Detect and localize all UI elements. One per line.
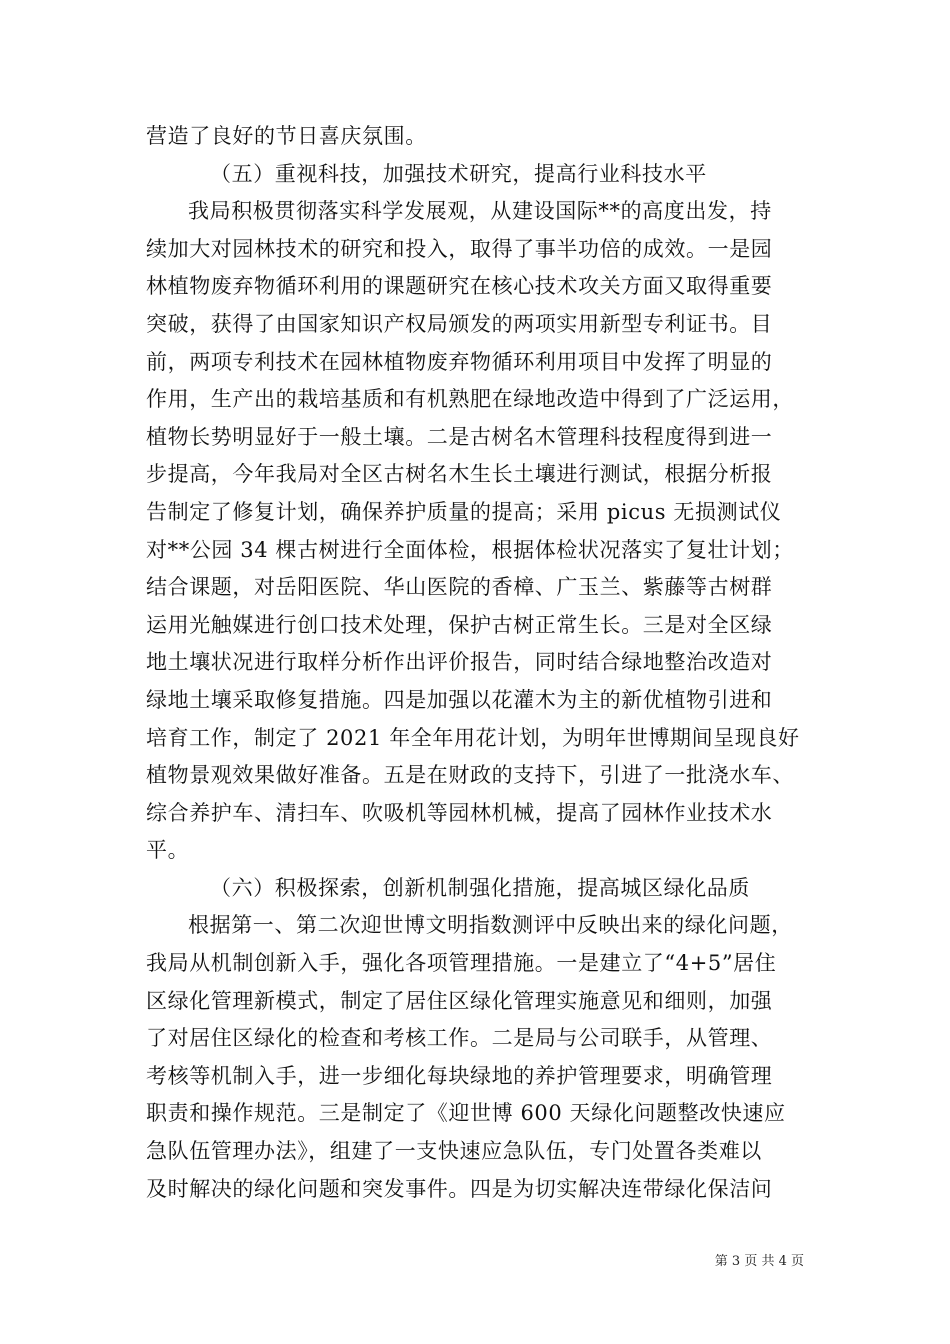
body-text-line: 作用，生产出的栽培基质和有机熟肥在绿地改造中得到了广泛运用， (146, 387, 794, 412)
body-text-line: 考核等机制入手，进一步细化每块绿地的养护管理要求，明确管理 (146, 1063, 773, 1088)
page-number: 第 3 页 共 4 页 (714, 1254, 804, 1269)
body-text-line: 绿地土壤采取修复措施。四是加强以花灌木为主的新优植物引进和 (146, 687, 773, 712)
body-text-line: 根据第一、第二次迎世博文明指数测评中反映出来的绿化问题， (188, 913, 793, 938)
body-text-line: 平。 (146, 838, 190, 863)
body-text-line: 前，两项专利技术在园林植物废弃物循环利用项目中发挥了明显的 (146, 349, 773, 374)
body-text-line: 营造了良好的节日喜庆氛围。 (146, 124, 427, 148)
body-text-line: 步提高，今年我局对全区古树名木生长土壤进行测试，根据分析报 (146, 462, 773, 487)
body-text-line: 我局从机制创新入手，强化各项管理措施。一是建立了“4+5”居住 (146, 951, 777, 976)
body-text-line: 植物景观效果做好准备。五是在财政的支持下，引进了一批浇水车、 (146, 763, 794, 788)
body-text-line: 了对居住区绿化的检查和考核工作。二是局与公司联手，从管理、 (146, 1026, 773, 1051)
body-text-line: 续加大对园林技术的研究和投入，取得了事半功倍的成效。一是园 (146, 236, 773, 261)
body-text-line: 林植物废弃物循环利用的课题研究在核心技术攻关方面又取得重要 (146, 274, 773, 299)
body-text-line: 培育工作，制定了 2021 年全年用花计划，为明年世博期间呈现良好 (146, 725, 800, 750)
body-text-line: 区绿化管理新模式，制定了居住区绿化管理实施意见和细则，加强 (146, 988, 773, 1013)
body-text-line: 我局积极贯彻落实科学发展观，从建设国际**的高度出发，持 (188, 199, 772, 224)
body-text-line: 综合养护车、清扫车、吹吸机等园林机械，提高了园林作业技术水 (146, 800, 773, 825)
body-text-line: 植物长势明显好于一般土壤。二是古树名木管理科技程度得到进一 (146, 424, 773, 449)
body-text-line: 职责和操作规范。三是制定了《迎世博 600 天绿化问题整改快速应 (146, 1101, 786, 1126)
body-text-line: 告制定了修复计划，确保养护质量的提高；采用 picus 无损测试仪 (146, 499, 782, 524)
body-text-line: 突破，获得了由国家知识产权局颁发的两项实用新型专利证书。目 (146, 311, 773, 336)
section-heading: （五）重视科技，加强技术研究，提高行业科技水平 (210, 161, 707, 186)
section-heading: （六）积极探索，创新机制强化措施，提高城区绿化品质 (210, 875, 750, 900)
body-text-line: 及时解决的绿化问题和突发事件。四是为切实解决连带绿化保洁问 (146, 1176, 773, 1201)
body-text-line: 急队伍管理办法》，组建了一支快速应急队伍，专门处置各类难以 (146, 1139, 762, 1164)
body-text-line: 地土壤状况进行取样分析作出评价报告，同时结合绿地整治改造对 (146, 650, 773, 675)
body-text-line: 运用光触媒进行创口技术处理，保护古树正常生长。三是对全区绿 (146, 612, 773, 637)
body-text-line: 结合课题，对岳阳医院、华山医院的香樟、广玉兰、紫藤等古树群 (146, 575, 773, 600)
body-text-line: 对**公园 34 棵古树进行全面体检，根据体检状况落实了复壮计划； (146, 537, 794, 562)
document-body (146, 118, 806, 1208)
